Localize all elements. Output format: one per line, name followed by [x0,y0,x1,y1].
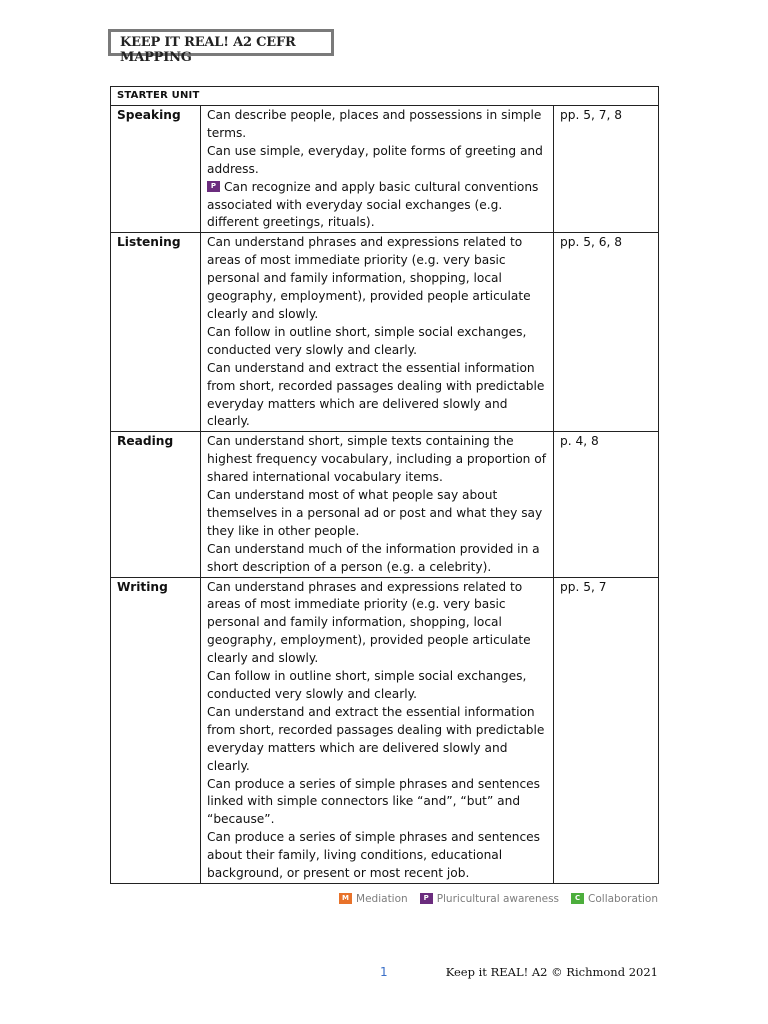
skill-name: Listening [111,233,201,432]
descriptor [207,668,547,704]
descriptors-cell [201,233,554,432]
page-number: 1 [380,965,388,979]
descriptor [207,541,547,577]
descriptor-text: Can understand much of the information provided in a short description of a person (e.g. a celebrity). [207,541,540,574]
page-references: pp. 5, 7, 8 [554,106,659,233]
page-references: pp. 5, 6, 8 [554,233,659,432]
page-references: pp. 5, 7 [554,577,659,883]
descriptor-text: Can understand most of what people say about themselves in a personal ad or post and what they say they like in other people. [207,488,543,538]
legend-item-collaboration [571,893,658,905]
unit-title: STARTER UNIT [111,87,659,106]
legend-label: Collaboration [588,893,658,905]
descriptor-text: Can understand phrases and expressions related to areas of most immediate priority (e.g. very basic personal and family information, shopping, local geography, employment), provided people articulate clearly and slowly. [207,235,531,321]
skill-row-reading [111,432,659,577]
descriptor [207,433,547,487]
footer-copyright: Keep it REAL! A2 © Richmond 2021 [445,965,658,979]
descriptor-text: Can describe people, places and possessions in simple terms. [207,108,542,140]
page-references: p. 4, 8 [554,432,659,577]
legend-item-mediation [339,893,408,905]
skill-row-speaking [111,106,659,233]
skill-row-listening [111,233,659,432]
descriptor [207,776,547,830]
document-title-line2: MAPPING [120,50,192,65]
document-title-box [108,29,334,65]
descriptor-text: Can produce a series of simple phrases and sentences linked with simple connectors like “and”, “but” and “because”. [207,776,541,827]
descriptor-text: Can use simple, everyday, polite forms of greeting and address. [207,143,543,176]
legend-label: Pluricultural awareness [436,893,560,905]
skill-row-writing [111,577,659,883]
skill-name: Reading [111,432,201,577]
descriptor-text: Can understand short, simple texts containing the highest frequency vocabulary, including a proportion of shared international vocabulary items. [207,434,547,485]
descriptor [207,143,547,179]
descriptors-cell [201,432,554,577]
pluricultural-badge-icon: P [207,181,220,192]
unit-header-row [111,87,659,106]
document-title: KEEP IT REAL! A2 CEFR [120,35,296,50]
descriptor-text: Can understand phrases and expressions related to areas of most immediate priority (e.g. very basic personal and family information, shopping, local geography, employment), provided people articulate clearly and slowly. [207,579,531,666]
legend-label: Mediation [356,893,408,905]
skill-name: Writing [111,577,201,883]
descriptor [207,179,547,233]
descriptor [207,704,547,776]
descriptor [207,107,547,143]
mediation-badge-icon: M [339,893,352,904]
descriptor-text: Can follow in outline short, simple social exchanges, conducted very slowly and clearly. [207,669,527,701]
descriptor-text: Can understand and extract the essential information from short, recorded passages dealing with predictable everyday matters which are delivered slowly and clearly. [207,360,545,429]
descriptor [207,234,547,324]
descriptor [207,324,547,360]
skill-name: Speaking [111,106,201,233]
descriptor [207,487,547,541]
descriptors-cell [201,106,554,233]
pluricultural-badge-icon: P [420,893,433,904]
descriptor-text: Can follow in outline short, simple social exchanges, conducted very slowly and clearly. [207,324,527,357]
cefr-mapping-table [110,86,659,884]
badge-legend [327,893,658,905]
collaboration-badge-icon: C [571,893,584,904]
descriptor-text: Can produce a series of simple phrases and sentences about their family, living conditions, educational background, or present or most recent job. [207,830,541,881]
descriptor [207,829,547,883]
descriptor [207,579,547,669]
descriptor-text: Can understand and extract the essential information from short, recorded passages dealing with predictable everyday matters which are delivered slowly and clearly. [207,704,545,773]
descriptors-cell [201,577,554,883]
descriptor-text: Can recognize and apply basic cultural conventions associated with everyday social exchanges (e.g. different greetings, rituals). [207,179,539,230]
descriptor [207,360,547,432]
legend-item-pluricultural [420,893,559,905]
